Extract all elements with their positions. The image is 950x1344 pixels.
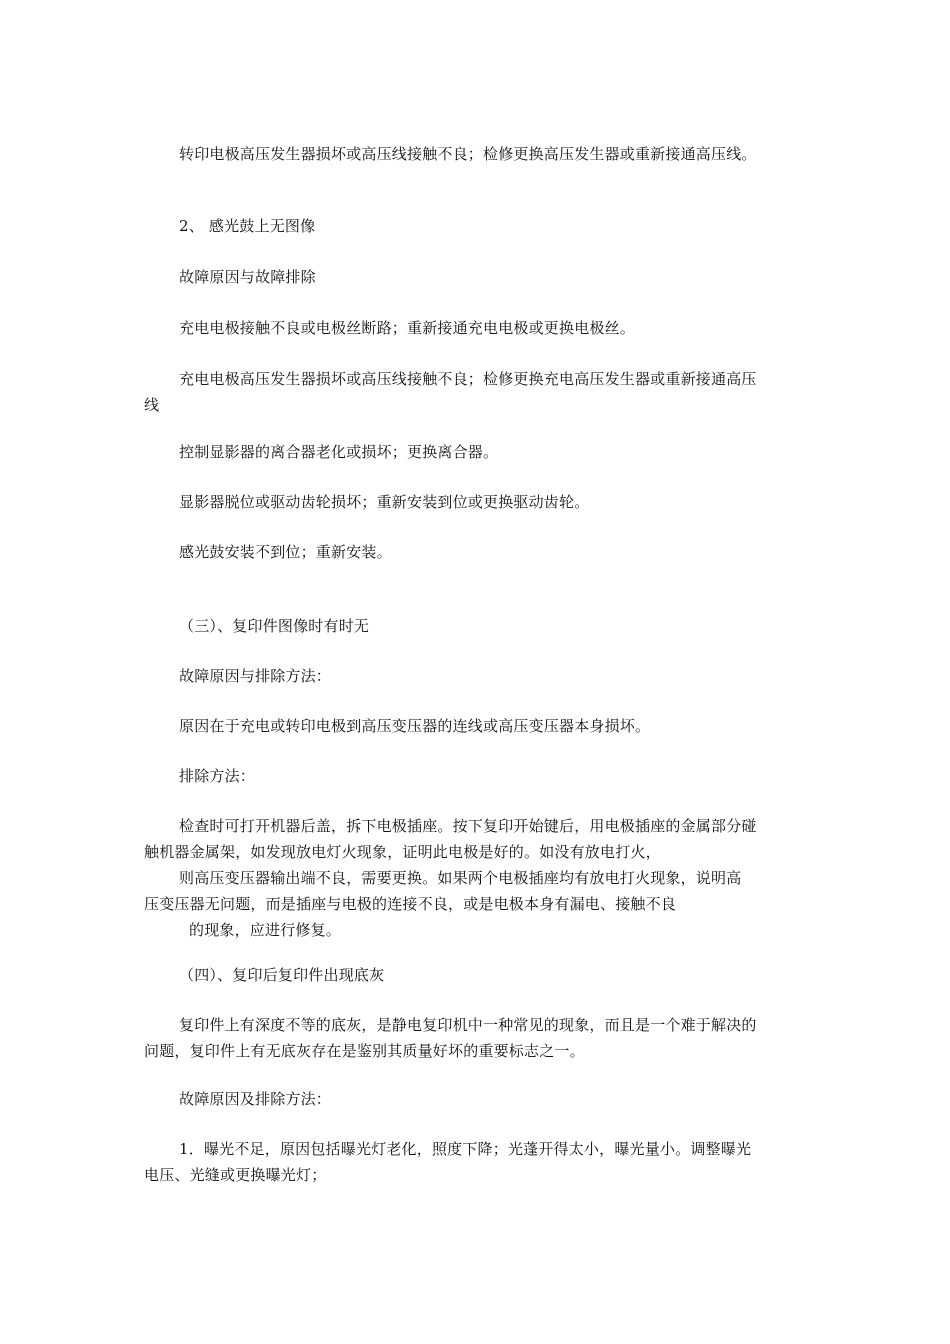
paragraph-inspection: [144, 813, 808, 943]
heading-no-image-on-drum: [144, 213, 808, 239]
paragraph-cause-method-label-2: [144, 1086, 808, 1112]
text-line: 故障原因与排除方法：: [179, 667, 332, 685]
text-line: 控制显影器的离合器老化或损坏；更换离合器。: [179, 443, 499, 461]
text-line: 1．曝光不足，原因包括曝光灯老化，照度下降；光蓬开得太小，曝光量小。调整曝光: [179, 1140, 752, 1158]
paragraph-transfer-electrode: [144, 141, 808, 167]
text-line: 2、 感光鼓上无图像: [179, 217, 316, 235]
text-line: 则高压变压器输出端不良，需要更换。如果两个电极插座均有放电打火现象，说明高: [179, 869, 742, 887]
text-line: （四）、复印后复印件出现底灰: [179, 966, 385, 984]
text-line: 的现象，应进行修复。: [189, 921, 342, 939]
paragraph-cause: [144, 713, 808, 739]
text-line: 转印电极高压发生器损坏或高压线接触不良；检修更换高压发生器或重新接通高压线。: [179, 145, 757, 163]
paragraph-background-gray-desc: [144, 1012, 808, 1064]
paragraph-charge-electrode: [144, 315, 808, 341]
text-line: 复印件上有深度不等的底灰，是静电复印机中一种常见的现象，而且是一个难于解决的: [179, 1016, 757, 1034]
heading-background-gray: [144, 962, 808, 988]
paragraph-drum-install: [144, 539, 808, 565]
text-line: 线: [144, 396, 160, 414]
paragraph-charge-hv-generator: [144, 366, 808, 418]
text-line: （三）、复印件图像时有时无: [179, 617, 370, 635]
paragraph-method-label: [144, 763, 808, 789]
text-line: 感光鼓安装不到位；重新安装。: [179, 543, 392, 561]
text-line: 原因在于充电或转印电极到高压变压器的连线或高压变压器本身损坏。: [179, 717, 651, 735]
paragraph-cause-label: [144, 264, 808, 290]
paragraph-clutch: [144, 439, 808, 465]
text-line: 显影器脱位或驱动齿轮损坏；重新安装到位或更换驱动齿轮。: [179, 493, 590, 511]
text-line: 电压、光缝或更换曝光灯；: [144, 1166, 327, 1184]
text-line: 问题，复印件上有无底灰存在是鉴别其质量好坏的重要标志之一。: [144, 1042, 585, 1060]
text-line: 故障原因及排除方法：: [179, 1090, 332, 1108]
text-line: 充电电极高压发生器损坏或高压线接触不良；检修更换充电高压发生器或重新接通高压: [179, 370, 757, 388]
text-line: 排除方法：: [179, 767, 256, 785]
text-line: 检查时可打开机器后盖，拆下电极插座。按下复印开始键后，用电极插座的金属部分碰: [179, 817, 757, 835]
text-line: 充电电极接触不良或电极丝断路；重新接通充电电极或更换电极丝。: [179, 319, 636, 337]
text-line: 触机器金属架，如发现放电灯火现象，证明此电极是好的。如没有放电打火，: [144, 843, 661, 861]
text-line: 故障原因与故障排除: [179, 268, 316, 286]
paragraph-cause-method-label: [144, 663, 808, 689]
text-line: 压变压器无问题，而是插座与电极的连接不良，或是电极本身有漏电、接触不良: [144, 895, 677, 913]
paragraph-underexposure: [144, 1136, 808, 1188]
paragraph-developer: [144, 489, 808, 515]
heading-intermittent-image: [144, 613, 808, 639]
